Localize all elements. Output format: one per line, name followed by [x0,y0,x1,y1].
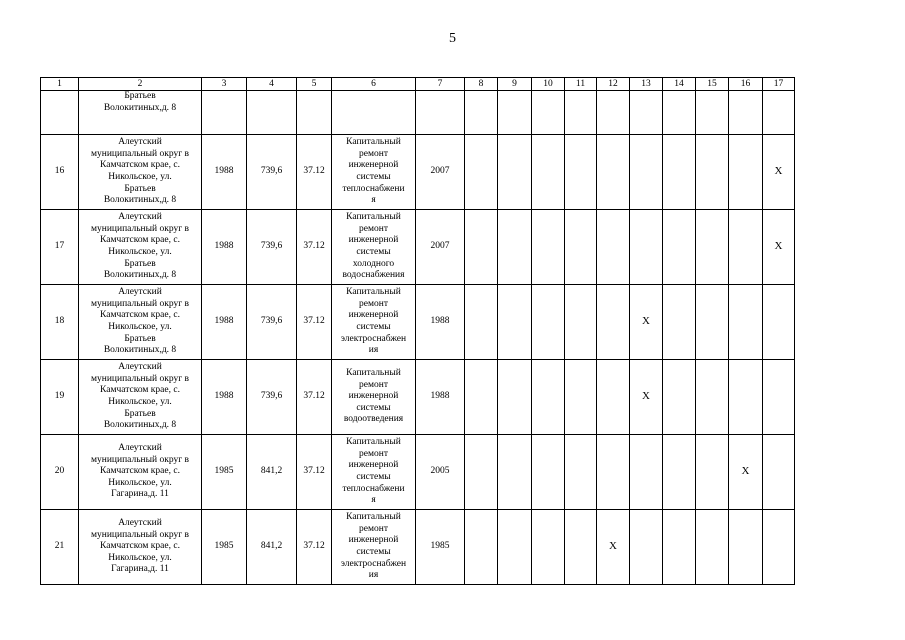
row-number-cell: 16 [41,135,79,210]
address-cell: Алеутский муниципальный округ в Камчатском крае, с. Никольское, ул. Братьев Волокитиных,д. 8 [79,360,202,435]
period-mark-cell [763,360,795,435]
row-number-cell: 17 [41,210,79,285]
period-mark-cell [498,285,532,360]
period-mark-cell [630,135,663,210]
period-mark-cell [696,210,729,285]
code-cell: 37.12 [297,435,332,510]
period-mark-cell [663,210,696,285]
period-mark-cell [465,360,498,435]
period-mark-cell [630,435,663,510]
header-cell: 3 [202,78,247,91]
empty-cell [532,91,565,135]
period-mark-cell [663,360,696,435]
header-cell: 6 [332,78,416,91]
header-cell: 14 [663,78,696,91]
period-mark-cell [565,210,597,285]
period-mark-cell [565,435,597,510]
year-built-cell: 1988 [202,135,247,210]
register-table [40,77,795,585]
period-mark-cell [498,360,532,435]
address-cell: Алеутский муниципальный округ в Камчатском крае, с. Никольское, ул. Гагарина,д. 11 [79,510,202,585]
code-cell: 37.12 [297,135,332,210]
header-row [41,78,795,91]
work-type-cell: Капитальный ремонт инженерной системы холодного водоснабжения [332,210,416,285]
period-mark-cell [565,510,597,585]
period-mark-cell [498,435,532,510]
empty-cell [763,91,795,135]
code-cell: 37.12 [297,210,332,285]
period-mark-cell: X [763,135,795,210]
address-cell: Алеутский муниципальный округ в Камчатском крае, с. Никольское, ул. Братьев Волокитиных,д. 8 [79,135,202,210]
header-cell: 2 [79,78,202,91]
address-cell: Алеутский муниципальный округ в Камчатском крае, с. Никольское, ул. Братьев Волокитиных,д. 8 [79,210,202,285]
area-cell: 739,6 [247,135,297,210]
period-mark-cell [696,285,729,360]
address-cell: Алеутский муниципальный округ в Камчатском крае, с. Никольское, ул. Братьев Волокитиных,д. 8 [79,285,202,360]
header-cell: 1 [41,78,79,91]
empty-cell [729,91,763,135]
period-mark-cell [663,435,696,510]
period-mark-cell [532,510,565,585]
period-mark-cell [532,360,565,435]
empty-cell [465,91,498,135]
table-row [41,285,795,360]
period-mark-cell [729,285,763,360]
year-built-cell: 1985 [202,435,247,510]
area-cell: 841,2 [247,435,297,510]
period-mark-cell: X [729,435,763,510]
code-cell: 37.12 [297,360,332,435]
period-mark-cell [498,510,532,585]
period-mark-cell [532,435,565,510]
empty-cell [498,91,532,135]
table-row [41,210,795,285]
empty-cell [597,91,630,135]
page-number: 5 [449,31,456,46]
year-built-cell: 1988 [202,360,247,435]
period-mark-cell [763,435,795,510]
period-mark-cell [597,210,630,285]
empty-cell [565,91,597,135]
period-mark-cell [597,135,630,210]
period-mark-cell [663,285,696,360]
period-mark-cell [729,510,763,585]
empty-cell [41,91,79,135]
period-mark-cell [597,360,630,435]
period-mark-cell [663,510,696,585]
last-repair-year-cell: 1988 [416,360,465,435]
last-repair-year-cell: 2007 [416,210,465,285]
period-mark-cell [696,135,729,210]
row-number-cell: 20 [41,435,79,510]
period-mark-cell [498,210,532,285]
header-cell: 13 [630,78,663,91]
period-mark-cell [465,285,498,360]
period-mark-cell [696,510,729,585]
area-cell: 739,6 [247,210,297,285]
header-cell: 11 [565,78,597,91]
empty-cell [663,91,696,135]
table-row [41,135,795,210]
period-mark-cell [729,135,763,210]
last-repair-year-cell: 2007 [416,135,465,210]
period-mark-cell [532,135,565,210]
header-cell: 7 [416,78,465,91]
area-cell: 841,2 [247,510,297,585]
period-mark-cell [465,135,498,210]
period-mark-cell [465,435,498,510]
period-mark-cell [565,360,597,435]
period-mark-cell [465,210,498,285]
header-cell: 8 [465,78,498,91]
header-cell: 5 [297,78,332,91]
row-number-cell: 21 [41,510,79,585]
empty-cell [202,91,247,135]
table-row [41,510,795,585]
period-mark-cell [763,510,795,585]
period-mark-cell [532,285,565,360]
header-cell: 12 [597,78,630,91]
empty-cell [696,91,729,135]
year-built-cell: 1988 [202,210,247,285]
period-mark-cell [597,435,630,510]
header-cell: 10 [532,78,565,91]
work-type-cell: Капитальный ремонт инженерной системы электроснабжен ия [332,510,416,585]
period-mark-cell: X [630,285,663,360]
period-mark-cell [630,210,663,285]
period-mark-cell [696,360,729,435]
work-type-cell: Капитальный ремонт инженерной системы теплоснабжени я [332,435,416,510]
period-mark-cell [465,510,498,585]
empty-cell [247,91,297,135]
header-cell: 16 [729,78,763,91]
period-mark-cell [498,135,532,210]
period-mark-cell [532,210,565,285]
period-mark-cell [729,210,763,285]
code-cell: 37.12 [297,510,332,585]
header-cell: 4 [247,78,297,91]
period-mark-cell [565,135,597,210]
period-mark-cell: X [763,210,795,285]
period-mark-cell [763,285,795,360]
period-mark-cell: X [597,510,630,585]
empty-cell [297,91,332,135]
period-mark-cell: X [630,360,663,435]
last-repair-year-cell: 1985 [416,510,465,585]
year-built-cell: 1985 [202,510,247,585]
area-cell: 739,6 [247,360,297,435]
work-type-cell: Капитальный ремонт инженерной системы теплоснабжени я [332,135,416,210]
row-number-cell: 19 [41,360,79,435]
empty-cell [332,91,416,135]
last-repair-year-cell: 1988 [416,285,465,360]
row-number-cell: 18 [41,285,79,360]
header-cell: 15 [696,78,729,91]
period-mark-cell [597,285,630,360]
empty-cell [630,91,663,135]
last-repair-year-cell: 2005 [416,435,465,510]
period-mark-cell [696,435,729,510]
table-row [41,435,795,510]
area-cell: 739,6 [247,285,297,360]
year-built-cell: 1988 [202,285,247,360]
address-cell: Алеутский муниципальный округ в Камчатском крае, с. Никольское, ул. Гагарина,д. 11 [79,435,202,510]
period-mark-cell [630,510,663,585]
empty-cell [416,91,465,135]
header-cell: 9 [498,78,532,91]
period-mark-cell [565,285,597,360]
period-mark-cell [729,360,763,435]
address-cell: Братьев Волокитиных,д. 8 [79,91,202,135]
work-type-cell: Капитальный ремонт инженерной системы электроснабжен ия [332,285,416,360]
table-row [41,360,795,435]
period-mark-cell [663,135,696,210]
continuation-row [41,91,795,135]
work-type-cell: Капитальный ремонт инженерной системы водоотведения [332,360,416,435]
header-cell: 17 [763,78,795,91]
code-cell: 37.12 [297,285,332,360]
